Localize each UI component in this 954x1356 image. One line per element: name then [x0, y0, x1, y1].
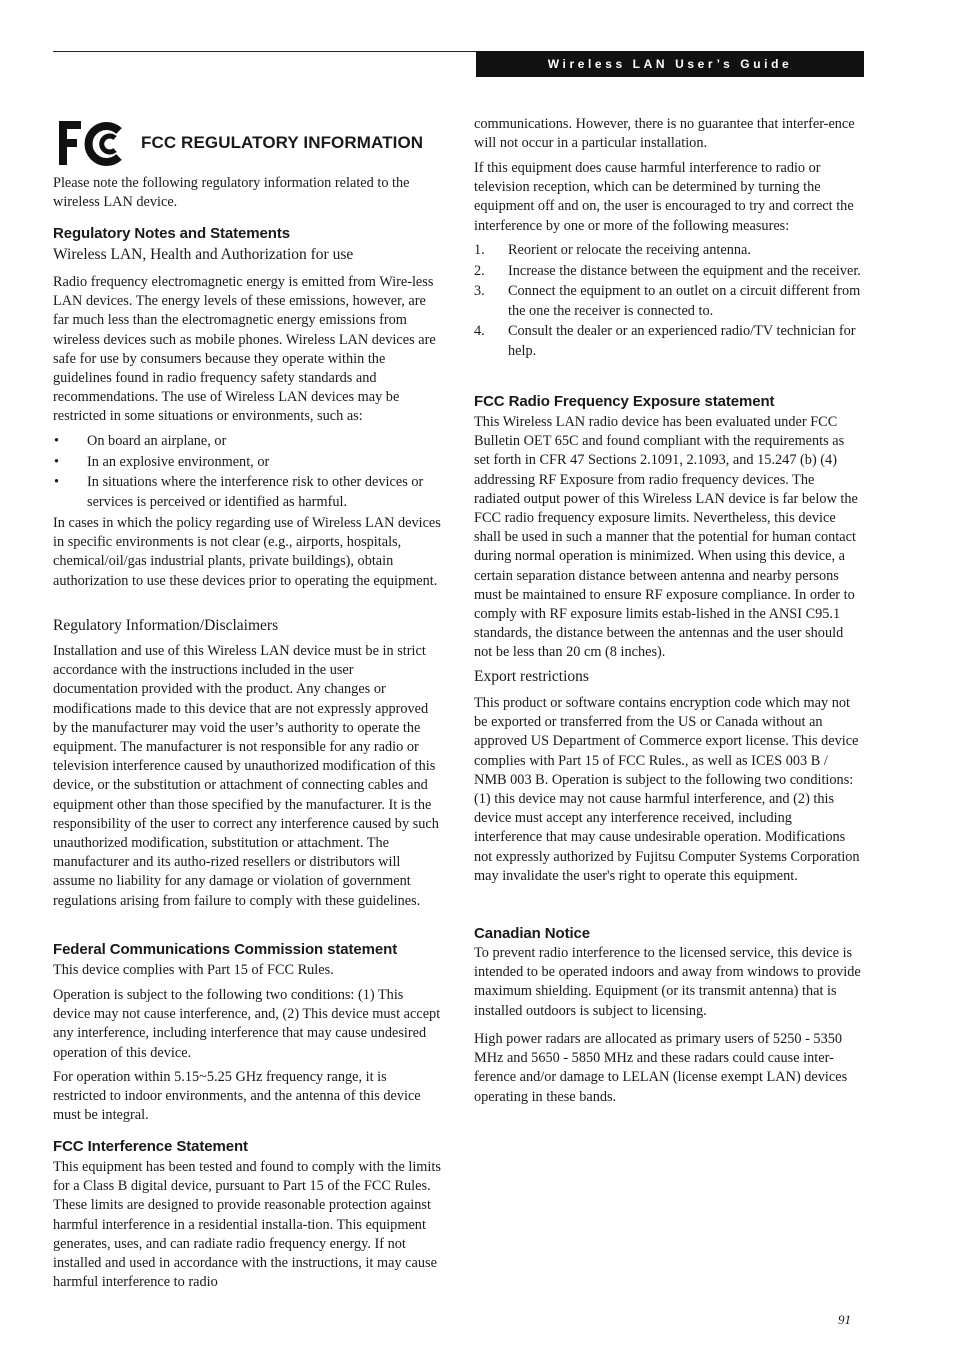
list-item: 1. Reorient or relocate the receiving antenna.: [474, 242, 751, 258]
fcc-statement-p2: Operation is subject to the following two conditions: (1) This device may not cause interference, and, (2) This device must accept any interference, including interference that may cause undesired operation of this device.: [53, 987, 441, 1061]
fcc-logo-icon: [57, 117, 129, 169]
fcc-title-row: [53, 117, 443, 169]
interference-paragraph: This equipment has been tested and found to comply with the limits for a Class B digital device, pursuant to Part 15 of the FCC Rules. These limits are designed to provide reasonable protection against harmful interference in a residential installa-tion. This equipment generates, uses, and can radiate radio frequency energy. If not installed and used in accordance with the instructions, it may cause harmful interference to radio: [53, 1159, 441, 1291]
cases-paragraph: In cases in which the policy regarding use of Wireless LAN devices in specific environments is not clear (e.g., airports, hospitals, chemical/oil/gas industrial plants, private buildings), obtain authorization to use these devices prior to operating the equipment.: [53, 515, 441, 589]
measures-paragraph: If this equipment does cause harmful interference to radio or television reception, which can be determined by turning the equipment off and on, the user is encouraged to try and correct the interference by one or more of the following measures:: [474, 160, 854, 234]
disclaimers-paragraph: Installation and use of this Wireless LAN device must be in strict accordance with the instructions included in the user documentation provided with the product. Any changes or modifications made to this device that are not expressly approved by the manufacturer may void the user’s authority to operate the equipment. The manufacturer is not responsible for any radio or television interference caused by unauthorized modification of this device, or the substitution or attachment of connecting cables and equipment other than those specified by the manufacturer. It is the responsibility of the user to correct any interference caused by such unauthorized modification, substitution or attachment. The manufacturer and its autho-rized resellers or distributors will assume no liability for any damage or violation of government regulations arising from failure to comply with these guidelines.: [53, 643, 439, 909]
fcc-statement-heading: Federal Communications Commission statement: [53, 941, 398, 958]
list-item: 2. Increase the distance between the equipment and the receiver.: [474, 262, 861, 279]
page-number: 91: [838, 1312, 851, 1327]
fcc-statement-p1: This device complies with Part 15 of FCC Rules.: [53, 962, 334, 978]
rf-exposure-paragraph: This Wireless LAN radio device has been evaluated under FCC Bulletin OET 65C and found compliant with the requirements as set forth in CFR 47 Sections 2.1091, 2.1093, and 15.247 (b) (4) addressing RF Exposure from radio frequency devices. The radiated output power of this Wireless LAN device is far below the FCC radio frequency exposure limits. Nevertheless, this device shall be used in such a manner that the potential for human contact during normal operation is minimized. When using this device, a certain separation distance between antenna and nearby persons must be maintained to ensure RF exposure compliance. In order to comply with RF exposure limits estab-lished in the ANSI C95.1 standards, the distance between the antennas and the user should not be less than 20 cm (8 inches).: [474, 414, 858, 661]
reg-notes-heading: Regulatory Notes and Statements: [53, 225, 290, 242]
list-item: 4. Consult the dealer or an experienced radio/TV technician for help.: [474, 323, 856, 359]
export-paragraph: This product or software contains encryption code which may not be exported or transferred from the US or Canada without an approved US Department of Commerce export license. This device complies with Part 15 of FCC Rules., as well as ICES 003 B / NMB 003 B. Operation is subject to the following two conditions: (1) this device may not cause harmful interference, and (2) this device must accept any interference received, including interference that may cause undesirable operation. Modifications not expressly authorized by Fujitsu Computer Systems Corporation may invalidate the user's right to operate this equipment.: [474, 695, 860, 884]
guide-title-bar: Wireless LAN User’s Guide: [476, 51, 864, 77]
measures-list: [474, 241, 862, 361]
rf-energy-paragraph: Radio frequency electromagnetic energy is emitted from Wire-less LAN devices. The energy levels of these emissions, however, are far much less than the electromagnetic energy emissions from wireless devices such as mobile phones. Wireless LAN devices are safe for use by consumers because they operate within the guidelines found in radio frequency safety standards and recommendations. The use of Wireless LAN devices may be restricted in some situations or environments, such as:: [53, 274, 436, 425]
restriction-list: [53, 432, 441, 512]
rf-exposure-heading: FCC Radio Frequency Exposure statement: [474, 393, 775, 410]
list-item: • On board an airplane, or: [54, 433, 227, 449]
reg-notes-subheading: Wireless LAN, Health and Authorization for use: [53, 246, 354, 263]
canadian-p2: High power radars are allocated as primary users of 5250 - 5350 MHz and 5650 - 5850 MHz and these radars could cause inter-ference and/or damage to LELAN (license exempt LAN) devices operating in these bands.: [474, 1031, 848, 1105]
list-item: • In situations where the interference risk to other devices or services is perceived or identified as harmful.: [54, 474, 424, 510]
canadian-p1: To prevent radio interference to the licensed service, this device is intended to be operated indoors and away from windows to provide maximum shielding. Equipment (or its transmit antenna) that is installed outdoors is subject to licensing.: [474, 945, 861, 1019]
list-item: • In an explosive environment, or: [54, 453, 270, 470]
intro-paragraph: Please note the following regulatory information related to the wireless LAN device.: [53, 175, 410, 211]
list-item: 3. Connect the equipment to an outlet on a circuit different from the one the receiver is connected to.: [474, 283, 861, 319]
section-title: FCC REGULATORY INFORMATION: [141, 133, 424, 153]
fcc-statement-p3: For operation within 5.15~5.25 GHz frequency range, it is restricted to indoor environments, and the antenna of this device must be integral.: [53, 1069, 421, 1124]
canadian-heading: Canadian Notice: [474, 925, 591, 942]
export-heading: Export restrictions: [474, 668, 589, 685]
interference-heading: FCC Interference Statement: [53, 1138, 248, 1155]
disclaimers-heading: Regulatory Information/Disclaimers: [53, 617, 279, 634]
continued-paragraph: communications. However, there is no guarantee that interfer-ence will not occur in a particular installation.: [474, 116, 855, 152]
